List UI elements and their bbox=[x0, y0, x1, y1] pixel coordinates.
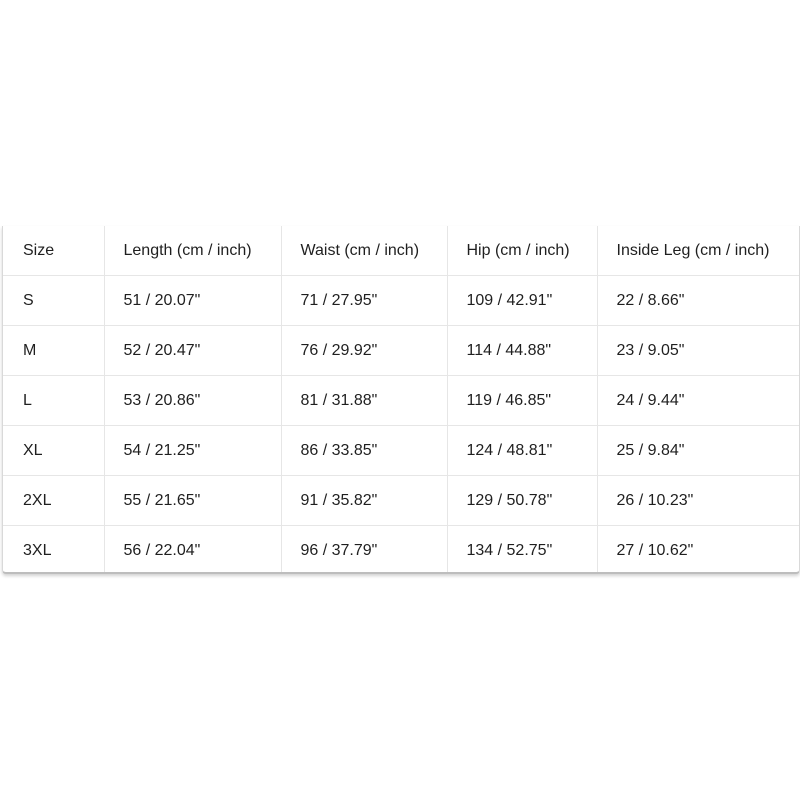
table-row bbox=[3, 526, 799, 575]
header-waist: Waist (cm / inch) bbox=[281, 226, 447, 276]
cell-size: 3XL bbox=[3, 526, 104, 575]
cell-waist: 71 / 27.95" bbox=[281, 276, 447, 326]
cell-inside-leg: 26 / 10.23" bbox=[597, 476, 799, 526]
table-row bbox=[3, 326, 799, 376]
cell-waist: 91 / 35.82" bbox=[281, 476, 447, 526]
cell-inside-leg: 23 / 9.05" bbox=[597, 326, 799, 376]
table-header-row bbox=[3, 226, 799, 276]
cell-length: 56 / 22.04" bbox=[104, 526, 281, 575]
cell-inside-leg: 27 / 10.62" bbox=[616, 541, 694, 559]
cell-hip: 119 / 46.85" bbox=[447, 376, 597, 426]
size-chart-panel bbox=[2, 226, 800, 574]
cell-size: L bbox=[3, 376, 104, 426]
size-chart-table bbox=[3, 226, 799, 574]
header-length: Length (cm / inch) bbox=[104, 226, 281, 276]
cell-size: 2XL bbox=[3, 476, 104, 526]
cell-hip: 134 / 52.75" bbox=[447, 526, 597, 575]
cell-inside-leg: 22 / 8.66" bbox=[597, 276, 799, 326]
header-size: Size bbox=[3, 226, 104, 276]
cell-size: S bbox=[3, 276, 104, 326]
table-row bbox=[3, 376, 799, 426]
cell-hip: 124 / 48.81" bbox=[447, 426, 597, 476]
cell-hip: 129 / 50.78" bbox=[447, 476, 597, 526]
cell-length: 55 / 21.65" bbox=[104, 476, 281, 526]
cell-inside-leg: 24 / 9.44" bbox=[597, 376, 799, 426]
cell-hip: 114 / 44.88" bbox=[447, 326, 597, 376]
cell-length: 53 / 20.86" bbox=[104, 376, 281, 426]
cell-length: 52 / 20.47" bbox=[104, 326, 281, 376]
cell-length: 51 / 20.07" bbox=[104, 276, 281, 326]
table-row bbox=[3, 426, 799, 476]
cell-inside-leg: 25 / 9.84" bbox=[597, 426, 799, 476]
cell-length: 54 / 21.25" bbox=[104, 426, 281, 476]
cell-waist: 81 / 31.88" bbox=[281, 376, 447, 426]
cell-size: M bbox=[3, 326, 104, 376]
cell-waist: 76 / 29.92" bbox=[281, 326, 447, 376]
table-row bbox=[3, 476, 799, 526]
header-inside-leg: Inside Leg (cm / inch) bbox=[597, 226, 799, 276]
cell-waist: 86 / 33.85" bbox=[281, 426, 447, 476]
header-hip: Hip (cm / inch) bbox=[447, 226, 597, 276]
table-row bbox=[3, 276, 799, 326]
cell-hip: 109 / 42.91" bbox=[447, 276, 597, 326]
cell-waist: 96 / 37.79" bbox=[281, 526, 447, 575]
cell-size: XL bbox=[3, 426, 104, 476]
